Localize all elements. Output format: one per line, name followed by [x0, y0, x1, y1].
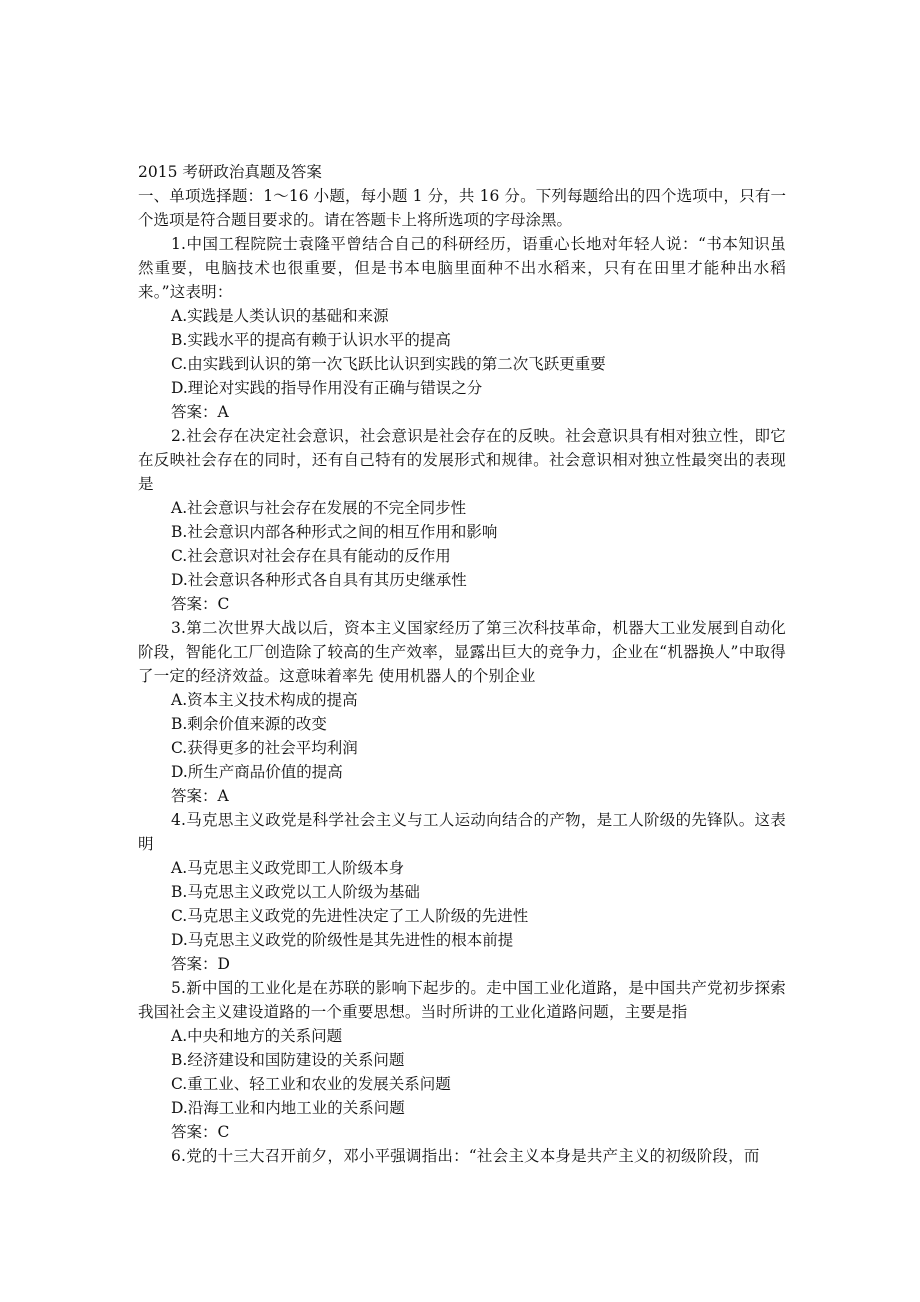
question-1-answer: 答案：A — [171, 403, 229, 421]
question-1-option-b: B.实践水平的提高有赖于认识水平的提高 — [171, 331, 451, 349]
question-2-stem: 2.社会存在决定社会意识，社会意识是社会存在的反映。社会意识具有相对独立性，即它在反映社会存在的同时，还有自己特有的发展形式和规律。社会意识相对独立性最突出的表现是 — [138, 427, 786, 493]
question-1-option-a: A.实践是人类认识的基础和来源 — [171, 307, 389, 325]
document-title: 2015 考研政治真题及答案 — [138, 163, 322, 181]
question-5-answer: 答案：C — [171, 1123, 230, 1141]
question-3-option-c: C.获得更多的社会平均利润 — [171, 739, 358, 757]
question-4-option-c: C.马克思主义政党的先进性决定了工人阶级的先进性 — [171, 907, 529, 925]
question-6-stem: 6.党的十三大召开前夕，邓小平强调指出：“社会主义本身是共产主义的初级阶段，而 — [171, 1147, 760, 1165]
question-2-answer: 答案：C — [171, 595, 230, 613]
section-heading: 一、单项选择题：1～16 小题，每小题 1 分，共 16 分。下列每题给出的四个选项中，只有一个选项是符合题目要求的。请在答题卡上将所选项的字母涂黑。 — [138, 187, 786, 229]
question-4-answer: 答案：D — [171, 955, 230, 973]
question-2-option-c: C.社会意识对社会存在具有能动的反作用 — [171, 547, 451, 565]
question-5-option-b: B.经济建设和国防建设的关系问题 — [171, 1051, 405, 1069]
question-4-stem: 4.马克思主义政党是科学社会主义与工人运动向结合的产物，是工人阶级的先锋队。这表明 — [138, 811, 786, 853]
question-2-option-b: B.社会意识内部各种形式之间的相互作用和影响 — [171, 523, 498, 541]
question-3-stem: 3.第二次世界大战以后，资本主义国家经历了第三次科技革命，机器大工业发展到自动化阶段，智能化工厂创造除了较高的生产效率，显露出巨大的竞争力，企业在“机器换人”中取得了一定的经济效益。这意味着率先 使用机器人的个别企业 — [138, 619, 786, 685]
question-1-option-d: D.理论对实践的指导作用没有正确与错误之分 — [171, 379, 483, 397]
question-4-option-b: B.马克思主义政党以工人阶级为基础 — [171, 883, 420, 901]
question-5-option-c: C.重工业、轻工业和农业的发展关系问题 — [171, 1075, 451, 1093]
question-3-option-a: A.资本主义技术构成的提高 — [171, 691, 358, 709]
document-body — [138, 160, 786, 1168]
question-2-option-d: D.社会意识各种形式各自具有其历史继承性 — [171, 571, 467, 589]
question-3-answer: 答案：A — [171, 787, 229, 805]
question-5-option-d: D.沿海工业和内地工业的关系问题 — [171, 1099, 405, 1117]
question-2-option-a: A.社会意识与社会存在发展的不完全同步性 — [171, 499, 467, 517]
question-4-option-a: A.马克思主义政党即工人阶级本身 — [171, 859, 405, 877]
question-4-option-d: D.马克思主义政党的阶级性是其先进性的根本前提 — [171, 931, 514, 949]
question-5-option-a: A.中央和地方的关系问题 — [171, 1027, 343, 1045]
question-3-option-d: D.所生产商品价值的提高 — [171, 763, 343, 781]
question-1-stem: 1.中国工程院院士袁隆平曾结合自己的科研经历，语重心长地对年轻人说：“书本知识虽然重要，电脑技术也很重要，但是书本电脑里面种不出水稻来，只有在田里才能种出水稻来。”这表明： — [138, 235, 786, 301]
question-5-stem: 5.新中国的工业化是在苏联的影响下起步的。走中国工业化道路，是中国共产党初步探索我国社会主义建设道路的一个重要思想。当时所讲的工业化道路问题，主要是指 — [138, 979, 786, 1021]
question-1-option-c: C.由实践到认识的第一次飞跃比认识到实践的第二次飞跃更重要 — [171, 355, 606, 373]
question-3-option-b: B.剩余价值来源的改变 — [171, 715, 327, 733]
